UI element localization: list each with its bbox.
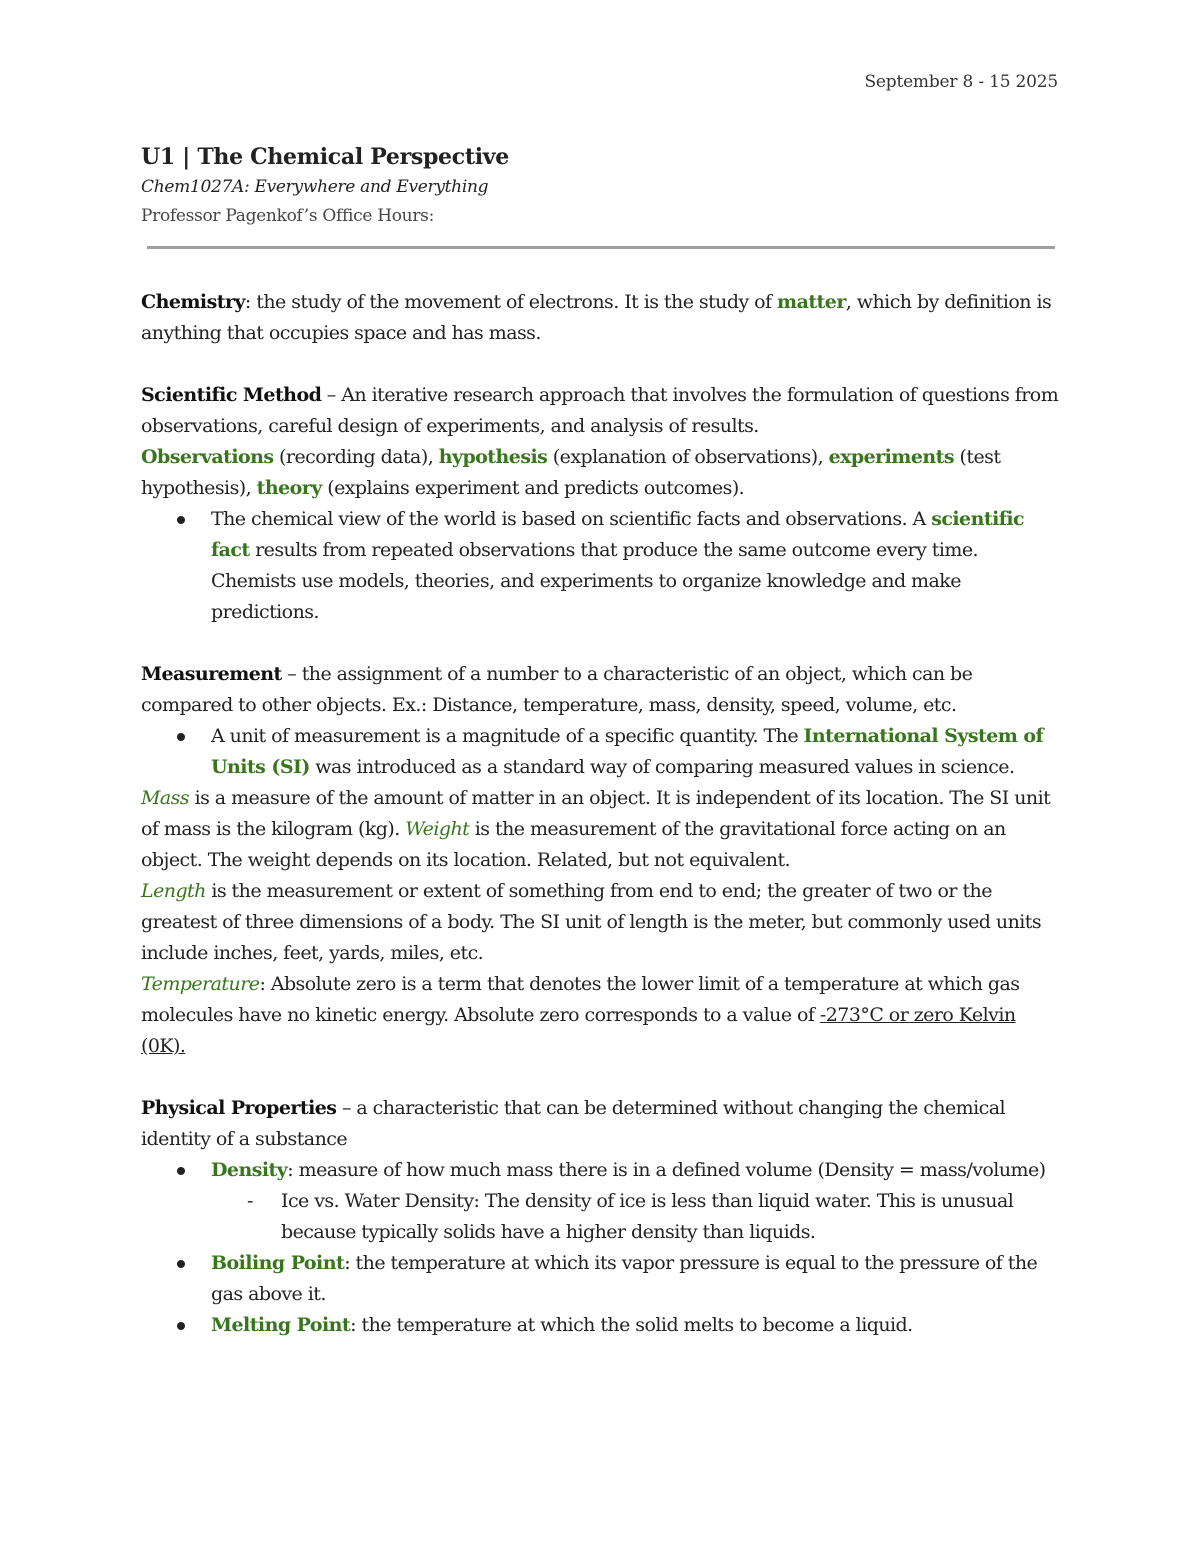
term-experiments: experiments (828, 446, 955, 468)
term-weight: Weight (405, 818, 470, 840)
list-item: The chemical view of the world is based on scientific facts and observations. A scientific fact results from repeated observations that produce the same outcome every time. Chemists use models, theories, and experiments to organize knowledge and make predictions. (211, 504, 1061, 628)
term-chemistry: Chemistry (141, 291, 245, 313)
absolute-zero-value: -273°C or zero Kelvin (0K). (141, 1004, 1016, 1057)
document-body (141, 141, 1061, 1341)
page-title: U1 | The Chemical Perspective (141, 144, 509, 170)
term-temperature: Temperature (141, 973, 260, 995)
chemistry-definition: Chemistry: the study of the movement of electrons. It is the study of matter, which by definition is anything that occupies space and has mass. (141, 291, 1052, 344)
physical-properties-definition: Physical Properties – a characteristic that can be determined without changing the chemical identity of a substance (141, 1097, 1006, 1150)
mass-definition: Mass is a measure of the amount of matter in an object. It is independent of its location. The SI unit of mass is the kilogram (kg). Weight is the measurement of the gravitational force acting on an object. The weight depends on its location. Related, but not equivalent. (141, 787, 1051, 871)
date-header: September 8 - 15 2025 (864, 72, 1058, 92)
term-length: Length (141, 880, 206, 902)
term-matter: matter (777, 291, 846, 313)
temperature-definition: Temperature: Absolute zero is a term that denotes the lower limit of a temperature at which gas molecules have no kinetic energy. Absolute zero corresponds to a value of -273°C or zero Kelvin (0K). (141, 973, 1020, 1057)
term-scientific-method: Scientific Method (141, 384, 322, 406)
term-density: Density (211, 1159, 288, 1181)
scientific-method-definition: Scientific Method – An iterative research approach that involves the formulation of questions from observations, careful design of experiments, and analysis of results. (141, 384, 1059, 437)
term-measurement: Measurement (141, 663, 282, 685)
measurement-definition: Measurement – the assignment of a number to a characteristic of an object, which can be compared to other objects. Ex.: Distance, temperature, mass, density, speed, volume, etc. (141, 663, 973, 716)
term-physical-properties: Physical Properties (141, 1097, 337, 1119)
list-item: Boiling Point: the temperature at which its vapor pressure is equal to the pressure of the gas above it. (211, 1248, 1061, 1310)
term-mass: Mass (141, 787, 190, 809)
list-item: - Ice vs. Water Density: The density of ice is less than liquid water. This is unusual because typically solids have a higher density than liquids. (281, 1186, 1061, 1248)
scientific-method-steps: Observations (recording data), hypothesis (explanation of observations), experiments (test hypothesis), theory (explains experiment and predicts outcomes). (141, 446, 1001, 499)
term-theory: theory (256, 477, 322, 499)
term-scientific-fact: scientific fact (211, 508, 1025, 561)
density-subitems (211, 1186, 1061, 1248)
term-observations: Observations (141, 446, 274, 468)
term-si-units: International System of Units (SI) (211, 725, 1044, 778)
list-item: Melting Point: the temperature at which the solid melts to become a liquid. (211, 1310, 1061, 1341)
course-subtitle: Chem1027A: Everywhere and Everything (141, 177, 489, 197)
physical-properties-bullets (141, 1155, 1061, 1341)
term-melting-point: Melting Point (211, 1314, 351, 1336)
term-hypothesis: hypothesis (438, 446, 548, 468)
list-item: A unit of measurement is a magnitude of a specific quantity. The International System of Units (SI) was introduced as a standard way of comparing measured values in science. (211, 721, 1061, 783)
list-item: Density: measure of how much mass there is in a defined volume (Density = mass/volume) - Ice vs. Water Density: The density of ice is less than liquid water. This is unusual because typically solids have a higher density than liquids. (211, 1155, 1061, 1248)
office-hours-line: Professor Pagenkof’s Office Hours: (141, 206, 435, 226)
term-boiling-point: Boiling Point (211, 1252, 345, 1274)
scientific-method-bullets (141, 504, 1061, 628)
length-definition: Length is the measurement or extent of something from end to end; the greater of two or the greatest of three dimensions of a body. The SI unit of length is the meter, but commonly used units include inches, feet, yards, miles, etc. (141, 880, 1042, 964)
measurement-bullets (141, 721, 1061, 783)
